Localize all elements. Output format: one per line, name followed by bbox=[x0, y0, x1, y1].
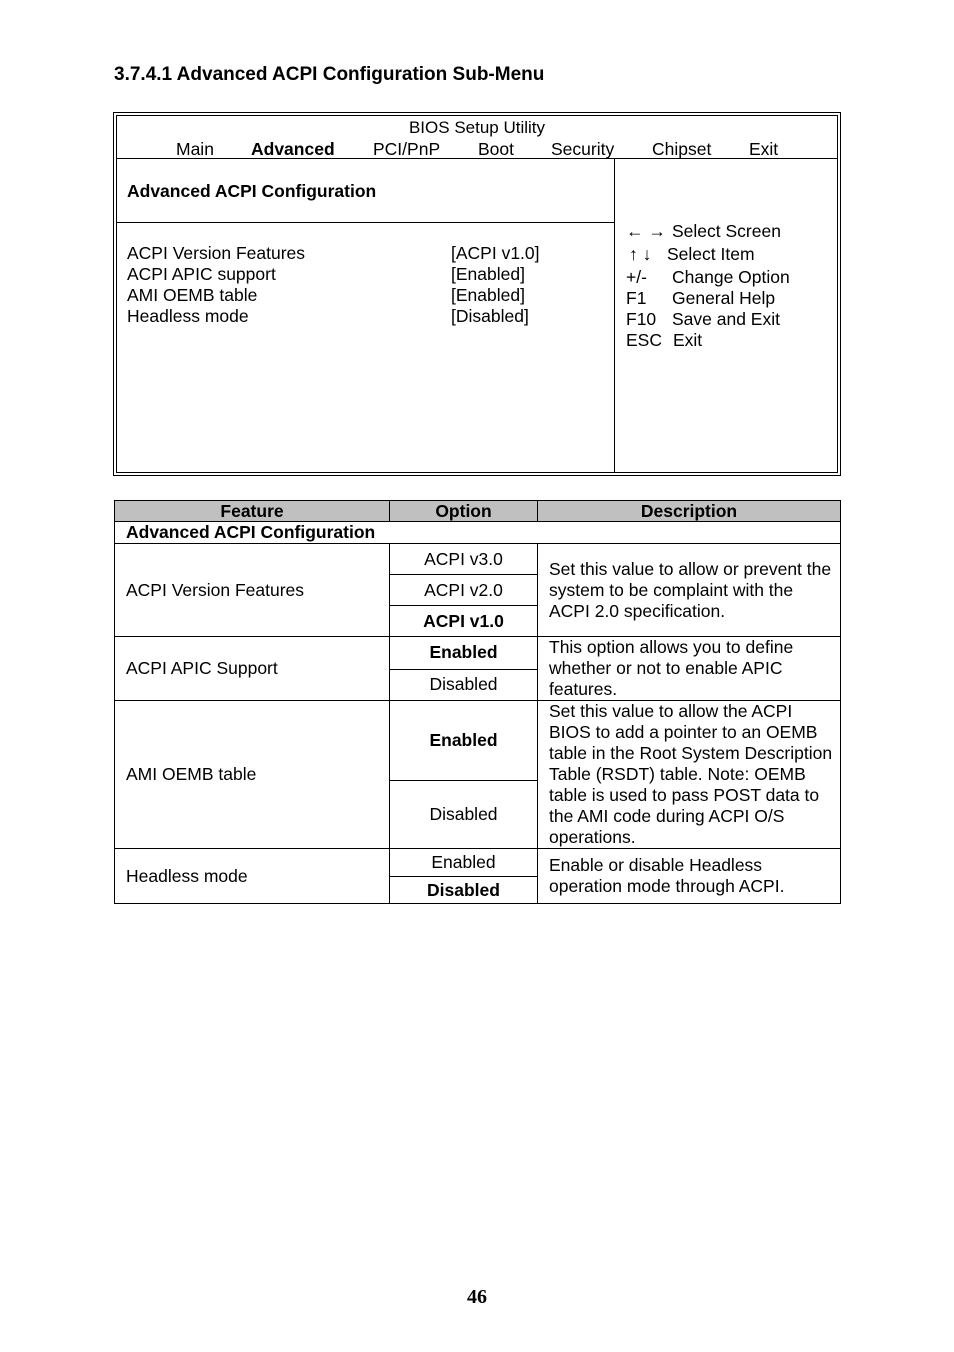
setting-label: ACPI APIC support bbox=[127, 264, 276, 284]
setting-label: Headless mode bbox=[127, 306, 249, 326]
option-value: Disabled bbox=[390, 780, 538, 848]
bios-menu-bar bbox=[117, 139, 837, 159]
header-option: Option bbox=[390, 501, 538, 522]
setting-value[interactable]: [ACPI v1.0] bbox=[451, 243, 540, 263]
setting-label: AMI OEMB table bbox=[127, 285, 258, 305]
setting-label: ACPI Version Features bbox=[127, 243, 305, 263]
feature-description: Set this value to allow the ACPI BIOS to add a pointer to an OEMB table in the Root System Description Table (RSDT) table. Note: OEMB table is used to pass POST data to the AMI code during ACPI O/S operations. bbox=[538, 701, 841, 849]
help-save-exit bbox=[626, 309, 836, 330]
bios-page-title: Advanced ACPI Configuration bbox=[127, 181, 377, 201]
feature-description: This option allows you to define whether or not to enable APIC features. bbox=[538, 637, 841, 701]
help-key: +/- bbox=[626, 267, 647, 287]
setting-value[interactable]: [Enabled] bbox=[451, 264, 525, 284]
help-general-help bbox=[626, 288, 836, 309]
divider bbox=[117, 222, 614, 223]
help-desc: Select Screen bbox=[672, 221, 781, 241]
help-desc: Select Item bbox=[667, 244, 755, 264]
feature-name: ACPI Version Features bbox=[115, 544, 390, 637]
table-group-row bbox=[115, 522, 841, 544]
help-exit bbox=[626, 330, 836, 351]
setting-ami-oemb-table[interactable] bbox=[127, 285, 607, 306]
setting-headless-mode[interactable] bbox=[127, 306, 607, 327]
table-row bbox=[115, 544, 841, 575]
arrow-left-right-icon: ← → bbox=[626, 221, 666, 241]
help-key: ESC bbox=[626, 330, 662, 350]
page-number: 46 bbox=[467, 1286, 487, 1308]
setting-acpi-apic-support[interactable] bbox=[127, 264, 607, 285]
option-value-default: Enabled bbox=[390, 701, 538, 781]
menu-boot[interactable]: Boot bbox=[478, 139, 514, 159]
option-value-default: Disabled bbox=[390, 877, 538, 904]
help-desc: Change Option bbox=[672, 267, 790, 287]
divider bbox=[614, 158, 615, 472]
bios-settings-list bbox=[127, 243, 607, 327]
option-value: Enabled bbox=[390, 849, 538, 877]
bios-help-panel bbox=[626, 221, 836, 351]
option-value-default: ACPI v1.0 bbox=[390, 606, 538, 637]
menu-chipset[interactable]: Chipset bbox=[652, 139, 712, 159]
help-change-option bbox=[626, 267, 836, 288]
table-row bbox=[115, 849, 841, 877]
help-key: F10 bbox=[626, 309, 657, 329]
help-key: F1 bbox=[626, 288, 647, 308]
menu-advanced[interactable]: Advanced bbox=[251, 139, 335, 159]
menu-security[interactable]: Security bbox=[551, 139, 615, 159]
divider bbox=[117, 158, 837, 159]
header-description: Description bbox=[538, 501, 841, 522]
feature-name: ACPI APIC Support bbox=[115, 637, 390, 701]
header-feature: Feature bbox=[115, 501, 390, 522]
table-row bbox=[115, 637, 841, 670]
table-header-row bbox=[115, 501, 841, 522]
menu-pci-pnp[interactable]: PCI/PnP bbox=[373, 139, 441, 159]
section-title: 3.7.4.1 Advanced ACPI Configuration Sub-Menu bbox=[114, 64, 545, 85]
help-select-screen bbox=[626, 221, 836, 244]
option-value: Disabled bbox=[390, 669, 538, 701]
feature-table bbox=[114, 500, 841, 904]
feature-name: Headless mode bbox=[115, 849, 390, 904]
option-value: ACPI v2.0 bbox=[390, 575, 538, 606]
setting-value[interactable]: [Enabled] bbox=[451, 285, 525, 305]
option-value: ACPI v3.0 bbox=[390, 544, 538, 575]
group-title: Advanced ACPI Configuration bbox=[115, 522, 841, 544]
menu-exit[interactable]: Exit bbox=[749, 139, 779, 159]
feature-description: Set this value to allow or prevent the system to be complaint with the ACPI 2.0 specification. bbox=[538, 544, 841, 637]
help-desc: General Help bbox=[672, 288, 776, 308]
bios-frame bbox=[116, 115, 838, 473]
bios-title: BIOS Setup Utility bbox=[408, 118, 546, 137]
option-value-default: Enabled bbox=[390, 637, 538, 670]
help-desc: Save and Exit bbox=[672, 309, 780, 329]
table-row bbox=[115, 701, 841, 781]
setting-value[interactable]: [Disabled] bbox=[451, 306, 529, 326]
feature-name: AMI OEMB table bbox=[115, 701, 390, 849]
setting-acpi-version-features[interactable] bbox=[127, 243, 607, 264]
help-select-item bbox=[626, 244, 836, 267]
feature-description: Enable or disable Headless operation mode through ACPI. bbox=[538, 849, 841, 904]
help-desc: Exit bbox=[673, 330, 703, 350]
arrow-up-down-icon: ↑ ↓ bbox=[629, 244, 652, 264]
bios-setup-screen bbox=[113, 112, 841, 476]
menu-main[interactable]: Main bbox=[176, 139, 214, 159]
